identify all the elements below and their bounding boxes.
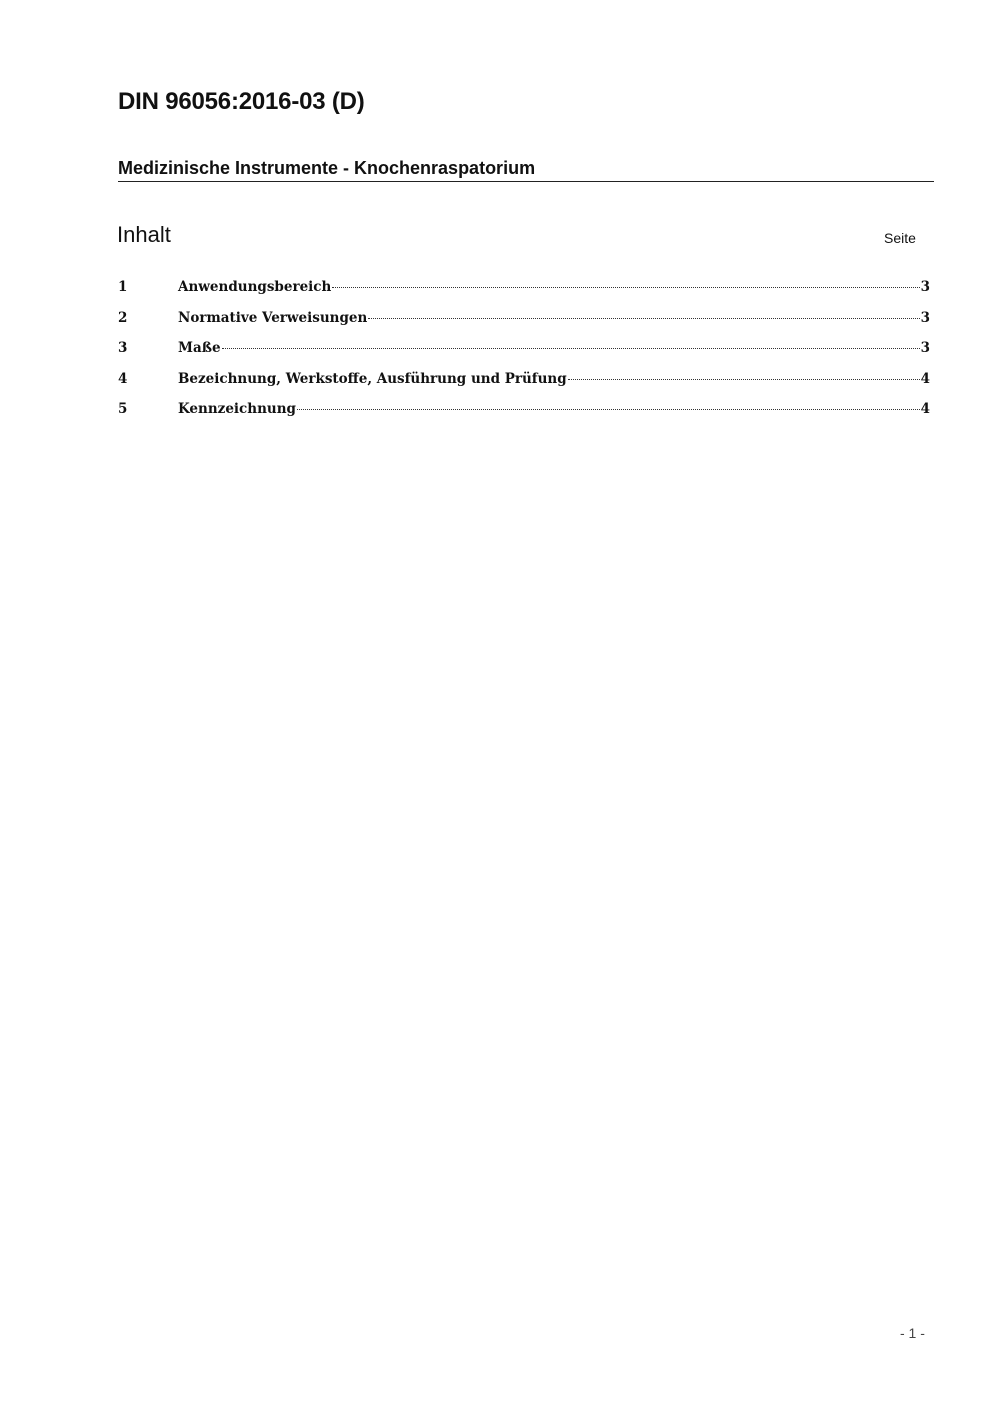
toc-entry-number: 1 <box>118 279 128 295</box>
toc-entry-title: Anwendungsbereich <box>178 279 332 295</box>
toc-entry[interactable] <box>118 340 930 371</box>
toc-entry-number: 2 <box>118 309 128 326</box>
toc-entry[interactable] <box>118 279 930 310</box>
toc-dot-leader <box>368 318 919 319</box>
toc-entry-page: 3 <box>920 309 930 326</box>
toc-entry-title: Bezeichnung, Werkstoffe, Ausführung und Prüfung <box>178 370 567 387</box>
toc-entry[interactable] <box>118 401 930 432</box>
toc-heading: Inhalt <box>117 222 171 247</box>
toc-entry-number: 5 <box>118 401 128 417</box>
toc-entry-title: Maße <box>178 340 221 356</box>
toc-entry[interactable] <box>118 310 930 341</box>
toc-entry-page: 4 <box>920 370 930 387</box>
toc-entry[interactable] <box>118 371 930 402</box>
toc-entry-number: 4 <box>118 370 128 387</box>
toc-dot-leader <box>568 379 920 380</box>
toc-entry-page: 3 <box>920 340 930 356</box>
document-title: DIN 96056:2016-03 (D) <box>118 88 365 115</box>
toc-dot-leader <box>332 287 919 288</box>
toc-entry-title: Normative Verweisungen <box>178 309 368 326</box>
toc-entry-page: 4 <box>920 401 930 417</box>
toc-entry-page: 3 <box>920 279 930 295</box>
toc-dot-leader <box>297 409 920 410</box>
toc-entry-title: Kennzeichnung <box>178 401 296 417</box>
toc-dot-leader <box>222 348 920 349</box>
toc-entry-number: 3 <box>118 340 128 356</box>
page-number: - 1 - <box>900 1325 925 1341</box>
toc-page-column-label: Seite <box>884 230 916 246</box>
document-subtitle: Medizinische Instrumente - Knochenraspatorium <box>118 158 536 178</box>
subtitle-block <box>118 158 934 182</box>
table-of-contents <box>118 279 930 432</box>
